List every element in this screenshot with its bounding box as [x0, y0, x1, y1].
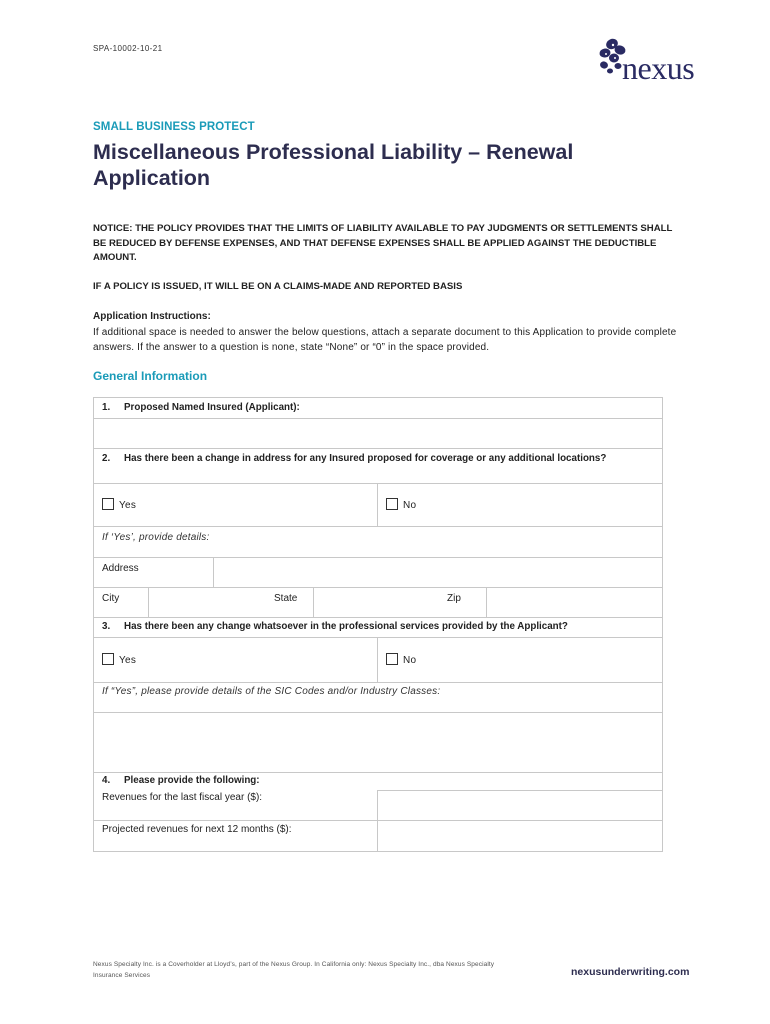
question-3-row — [94, 617, 662, 637]
question-text: Has there been a change in address for any Insured proposed for coverage or any additional locations? — [124, 453, 607, 464]
logo-wordmark: nexus — [622, 50, 695, 86]
q3-details-prompt-row — [94, 682, 662, 712]
question-3 — [94, 618, 576, 637]
question-1-row — [94, 398, 662, 418]
state-label: State — [274, 593, 298, 604]
q2-no-checkbox[interactable] — [386, 498, 398, 510]
revenue-next-row — [94, 820, 662, 851]
nexus-logo — [596, 36, 720, 92]
question-number: 2. — [102, 453, 111, 464]
question-text: Has there been any change whatsoever in the professional services provided by the Applicant? — [124, 621, 568, 632]
question-4 — [94, 773, 268, 790]
q3-yes-label: Yes — [119, 655, 137, 666]
question-4-row — [94, 772, 662, 790]
city-field[interactable] — [148, 588, 266, 617]
question-number: 4. — [102, 775, 111, 786]
question-number: 3. — [102, 621, 111, 632]
product-eyebrow: SMALL BUSINESS PROTECT — [93, 121, 255, 133]
q3-yes-checkbox[interactable] — [102, 653, 114, 665]
q3-details-value — [94, 713, 662, 772]
footer-website-link[interactable]: nexusunderwriting.com — [571, 966, 690, 978]
revenue-last-label: Revenues for the last fiscal year ($): — [102, 792, 263, 803]
page-title: Miscellaneous Professional Liability – Renewal Application — [93, 140, 574, 190]
liability-notice: NOTICE: THE POLICY PROVIDES THAT THE LIMITS OF LIABILITY AVAILABLE TO PAY JUDGMENTS OR SETTLEMENTS SHALL BE REDUCED BY DEFENSE EXPENSES, AND THAT DEFENSE EXPENSES SHALL BE APPLIED AGAINST THE DEDUCTIBLE AMOUNT. — [93, 223, 673, 263]
q3-no-checkbox[interactable] — [386, 653, 398, 665]
q3-no-option[interactable] — [377, 638, 662, 682]
q2-city-state-zip-row — [94, 587, 662, 617]
q3-no-label: No — [403, 655, 417, 666]
question-text: Proposed Named Insured (Applicant): — [124, 402, 300, 413]
revenue-last-row — [94, 790, 662, 820]
question-number: 1. — [102, 402, 111, 413]
q2-yes-label: Yes — [119, 500, 137, 511]
state-field[interactable] — [313, 588, 439, 617]
revenue-next-label: Projected revenues for next 12 months ($): — [102, 824, 292, 835]
address-label: Address — [102, 563, 139, 574]
q2-details-prompt: If ‘Yes’, provide details: — [102, 532, 210, 543]
section-heading-general-information: General Information — [93, 369, 208, 383]
instructions-heading: Application Instructions: — [93, 311, 211, 322]
footer-disclaimer: Nexus Specialty Inc. is a Coverholder at Lloyd’s, part of the Nexus Group. In California only: Nexus Specialty Inc., dba Nexus Specialty Insurance Services — [93, 961, 495, 979]
city-label: City — [102, 593, 120, 604]
question-text: Please provide the following: — [124, 775, 260, 786]
q2-no-option[interactable] — [377, 484, 662, 526]
question-3-options — [94, 637, 662, 682]
question-1 — [94, 398, 308, 418]
q2-yes-option[interactable] — [94, 484, 377, 526]
form-id: SPA-10002-10-21 — [93, 44, 163, 53]
revenue-last-field[interactable] — [377, 790, 662, 820]
q3-yes-option[interactable] — [94, 638, 377, 682]
q2-details-row — [94, 526, 662, 557]
claims-basis-notice: IF A POLICY IS ISSUED, IT WILL BE ON A CLAIMS-MADE AND REPORTED BASIS — [93, 281, 463, 292]
instructions-body: If additional space is needed to answer the below questions, attach a separate document to this Application to provide complete answers. If the answer to a question is none, state “None” or “0” in the space provided. — [93, 327, 677, 353]
q3-details-prompt: If “Yes”, please provide details of the SIC Codes and/or Industry Classes: — [102, 686, 441, 697]
address-field[interactable] — [213, 558, 662, 587]
applicant-name-field[interactable] — [94, 418, 662, 448]
revenue-next-field[interactable] — [377, 821, 662, 851]
q3-details-field[interactable] — [94, 712, 662, 772]
zip-field[interactable] — [486, 588, 662, 617]
q2-address-row — [94, 557, 662, 587]
q2-yes-checkbox[interactable] — [102, 498, 114, 510]
general-information-form — [93, 397, 663, 852]
q2-no-label: No — [403, 500, 417, 511]
question-2-row — [94, 448, 662, 483]
question-2 — [94, 449, 632, 483]
applicant-name-value — [94, 419, 662, 448]
question-2-options — [94, 483, 662, 526]
zip-label: Zip — [447, 593, 461, 604]
